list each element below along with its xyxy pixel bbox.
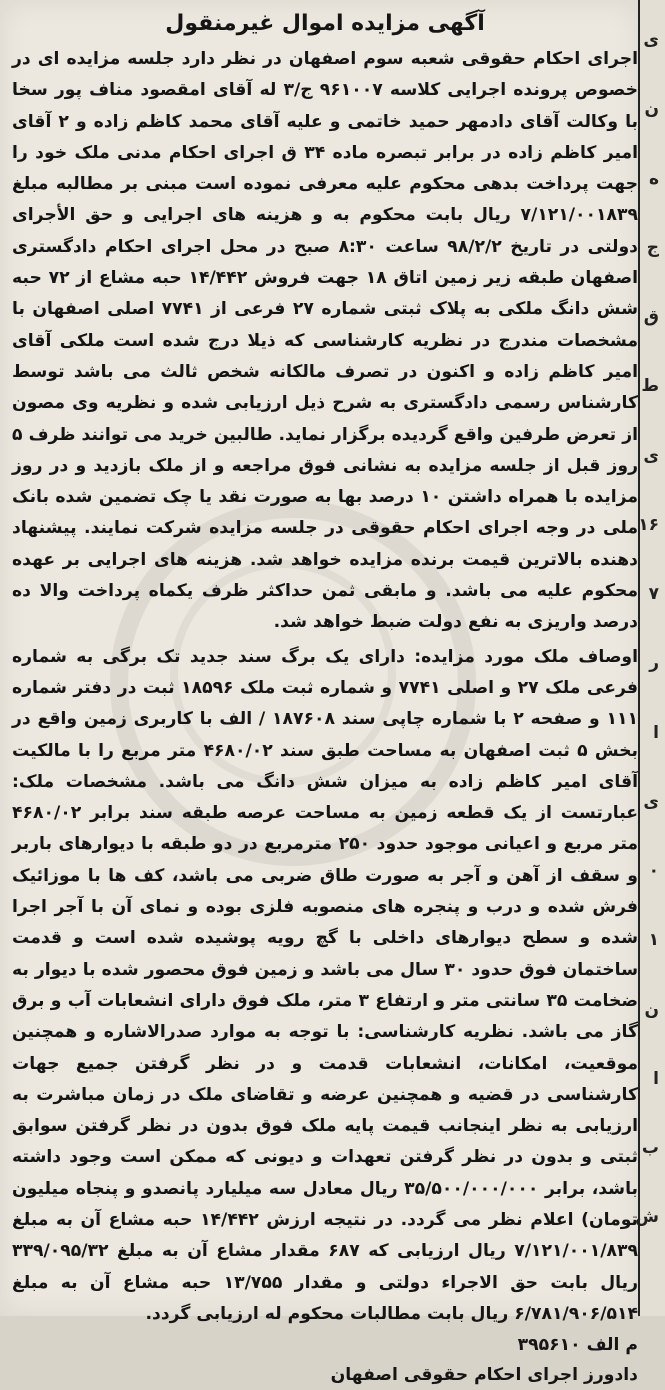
notice-body — [12, 6, 639, 1386]
side-strip-glyph: ر — [649, 653, 659, 673]
side-strip-glyph: ی — [643, 30, 659, 50]
side-strip-glyph: ن — [644, 99, 659, 119]
side-strip-glyph: ی — [643, 792, 659, 812]
side-strip-glyph: ط — [641, 376, 659, 396]
notice-title: آگهی مزایده اموال غیرمنقول — [165, 11, 485, 36]
property-description-paragraph: اوصاف ملک مورد مزایده: دارای یک برگ سند جدید تک برگی به شماره فرعی ملک ۲۷ و اصلی ۷۷۴۱ و شماره ثبت ملک ۱۸۵۹۶ ثبت در دفتر شماره ۱۱۱ و صفحه ۲ با شماره چاپی سند ۱۸۷۶۰۸ / الف با کاربری زمین واقع در بخش ۵ ثبت اصفهان به مساحت طبق سند ۴۶۸۰/۰۲ متر مربع را با مالکیت آقای امیر کاظم زاده به میزان شش دانگ می باشد. مشخصات ملک: عبارتست از یک قطعه زمین به مساحت عرصه طبقه سند برابر ۴۶۸۰/۰۲ متر مربع و اعیانی موجود حدود ۲۵۰ مترمربع در دو طبقه با دیوارهای باربر و سقف از آهن و آجر به صورت طاق ضربی می باشد، کف ها با موزائیک فرش شده و درب و پنجره های منصوبه فلزی بوده و نمای آن با آجر اجرا شده و سطح دیوارهای داخلی با گچ رویه پوشیده شده است و قدمت ساختمان فوق حدود ۳۰ سال می باشد و زمین فوق محصور شده با دیوار به ضخامت ۳۵ سانتی متر و ارتفاع ۳ متر، ملک فوق دارای انشعابات آب و برق گاز می باشد. نظریه کارشناسی: با توجه به موارد صدرالاشاره و همچنین موقعیت، امکانات، انشعابات قدمت و در نظر گرفتن جمیع جهات کارشناسی در قضیه و همچنین عرضه و تقاضای ملک در زمان مباشرت به ارزیابی به نظر اینجانب قیمت پایه ملک فوق بدون در نظر گرفتن سوابق ثبتی و بدون در نظر گرفتن تعهدات و دیونی که ممکن است وجود داشته باشد، برابر ۳۵/۵۰۰/۰۰۰/۰۰۰ ریال معادل سه میلیارد پانصدو و پنجاه میلیون تومان) اعلام نظر می گردد. در نتیجه ارزش ۱۴/۴۴۲ حبه مشاع آن به مبلغ ۷/۱۲۱/۰۰۱/۸۳۹ ریال ارزیابی که ۶۸۷ مقدار مشاع آن به مبلغ ۳۳۹/۰۹۵/۳۲ ریال بابت حق الاجراء دولتی و مقدار ۱۳/۷۵۵ حبه مشاع آن به مبلغ ۶/۷۸۱/۹۰۶/۵۱۴ ریال بابت مطالبات محکوم له ارزیابی گردد. — [12, 646, 639, 1324]
side-strip-glyph: ش — [635, 1207, 659, 1227]
side-strip-glyph: ی — [643, 446, 659, 466]
side-strip-glyph: ه — [648, 169, 659, 189]
side-strip-glyph: ۷ — [648, 584, 659, 604]
side-strip-glyph: ق — [643, 307, 659, 327]
side-strip-glyph: ب — [641, 1138, 659, 1158]
side-strip-glyph: ۱ — [648, 930, 659, 950]
side-strip-glyph: ۰ — [648, 861, 659, 881]
side-strip-glyph: ا — [653, 1069, 659, 1089]
side-strip-glyph: ۱۶ — [638, 515, 659, 535]
side-strip-glyph: ج — [646, 238, 659, 258]
reference-number: م الف ۳۹۵۶۱۰ — [517, 1335, 638, 1356]
signature-line: دادورز اجرای احکام حقوقی اصفهان — [330, 1365, 638, 1386]
adjacent-column-strip — [635, 0, 665, 1316]
notice-intro-paragraph: اجرای احکام حقوقی شعبه سوم اصفهان در نظر دارد جلسه مزایده ای در خصوص پرونده اجرایی کلاسه ۹۶۱۰۰۷ ج/۳ له آقای امقصود مناف پور سخا با وکالت آقای دادمهر حمید خاتمی و علیه آقای محمد کاظم زاده و ۲ آقای امیر کاظم زاده در برابر تبصره ماده ۳۴ ق اجرای احکام مدنی ملک خود را جهت پرداخت بدهی محکوم علیه معرفی نموده است مبنی بر مطالبه مبلغ ۷/۱۲۱/۰۰۱۸۳۹ ریال بابت محکوم به و هزینه های اجرایی و حق الأجرای دولتی در تاریخ ۹۸/۲/۲ ساعت ۸:۳۰ صبح در محل اجرای احکام دادگستری اصفهان طبقه زیر زمین اتاق ۱۸ جهت فروش ۱۴/۴۴۲ حبه مشاع از ۷۲ حبه شش دانگ ملکی به پلاک ثبتی شماره ۲۷ فرعی از ۷۷۴۱ اصلی اصفهان با مشخصات مندرج در نظریه کارشناسی که ذیلا درج شده است ملکی آقای امیر کاظم زاده و اکنون در تصرف مالکانه شخص ثالث می باشد توسط کارشناس رسمی دادگستری به شرح ذیل ارزیابی شده و نظریه وی مصون از تعرض طرفین واقع گردیده برگزار نماید. طالبین خرید می توانند ظرف ۵ روز قبل از جلسه مزایده به نشانی فوق مراجعه و از ملک بازدید و در روز مزایده با همراه داشتن ۱۰ درصد بها به صورت نقد یا چک تضمین شده بانک ملی در وجه اجرای احکام حقوقی در جلسه مزایده شرکت نمایند. پیشنهاد دهنده بالاترین قیمت برنده مزایده خواهد شد. هزینه های اجرایی بر عهده محکوم علیه می باشد. و مابقی ثمن حداکثر ظرف یکماه پرداخت والا ده درصد واریزی به نفع دولت ضبط خواهد شد. — [12, 49, 639, 633]
side-strip-glyph: ن — [644, 1000, 659, 1020]
side-strip-glyph: ا — [653, 723, 659, 743]
